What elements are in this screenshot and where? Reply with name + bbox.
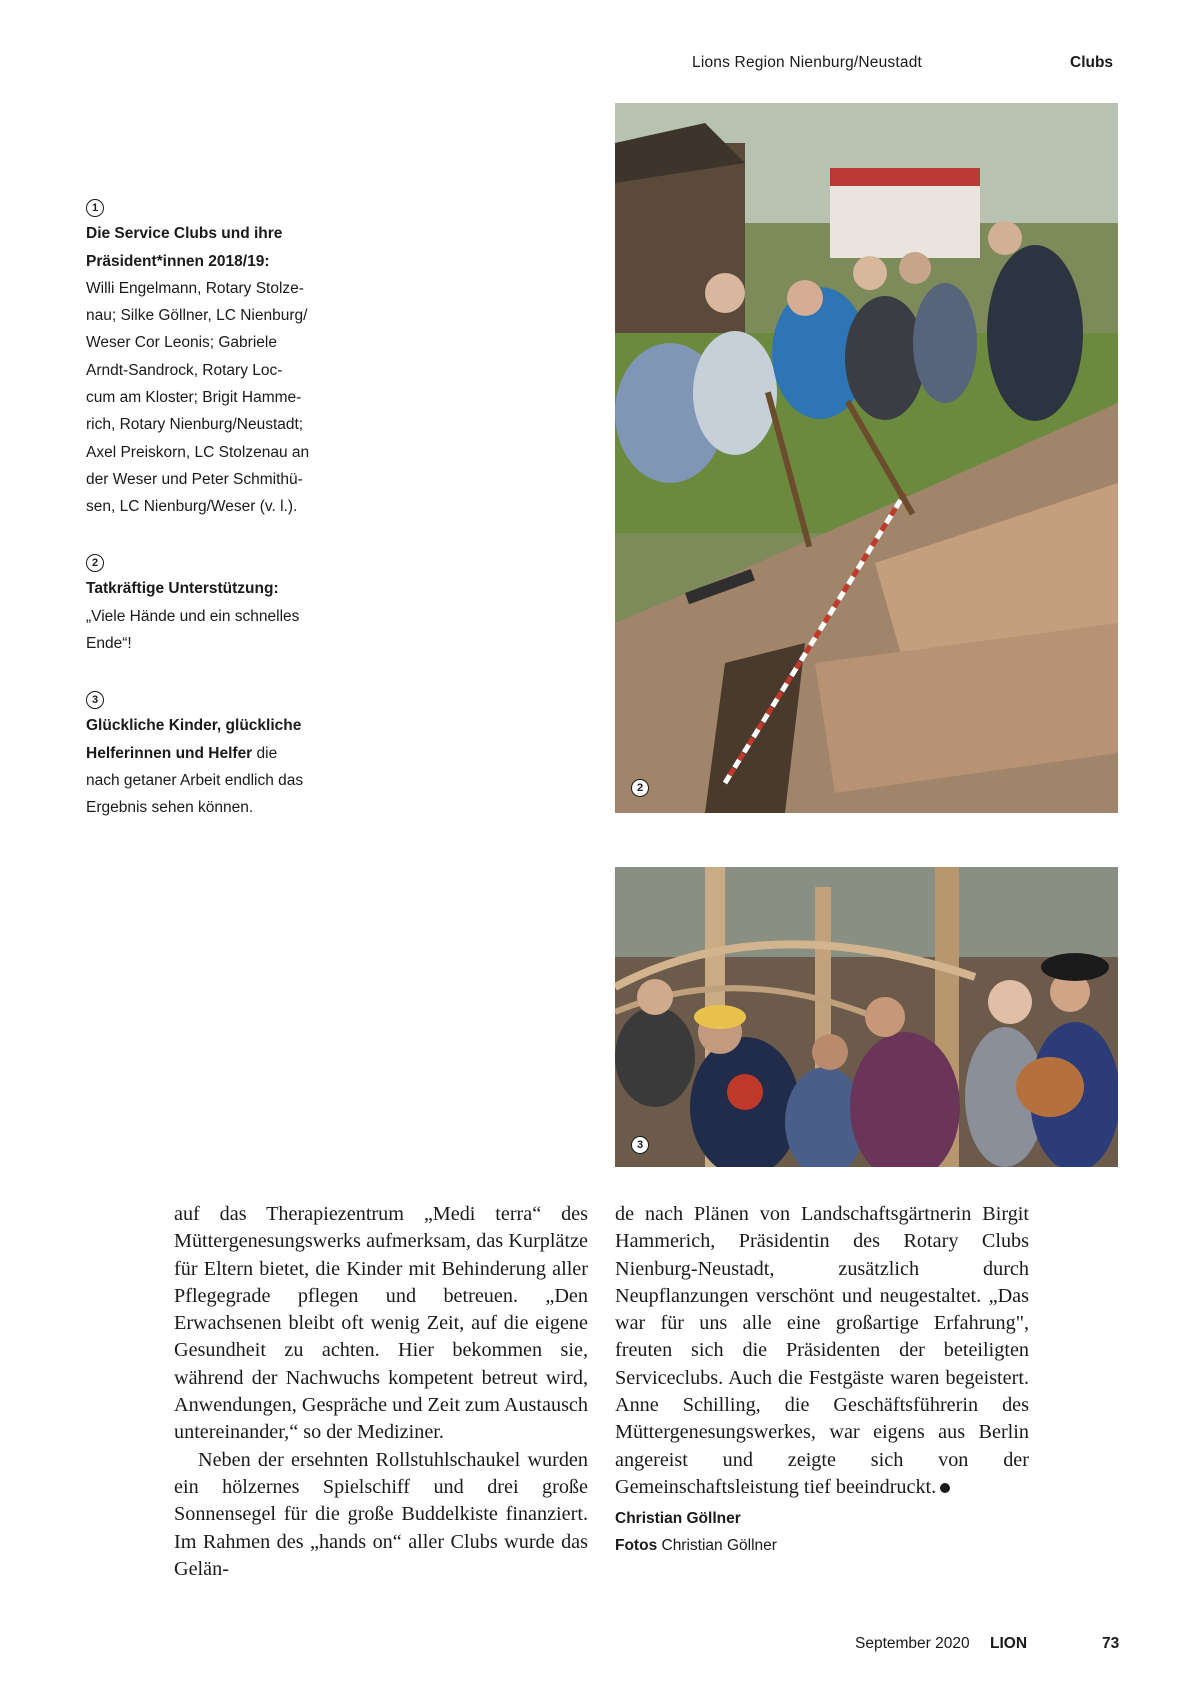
caption-1-line: Weser Cor Leonis; Gabriele — [86, 334, 277, 352]
caption-3-heading-line: Helferinnen und Helfer — [86, 744, 253, 762]
photo-children — [615, 867, 1118, 1167]
caption-1-heading: Die Service Clubs und ihre Präsident*innen 2018/19: — [86, 225, 283, 270]
article-column-1 — [174, 1201, 588, 1583]
caption-3-continuation: die — [252, 744, 278, 762]
article-paragraph: Neben der ersehnten Rollstuhlschaukel wurden ein hölzernes Spielschiff und drei große Sonnensegel für die große Buddelkiste finanziert. Im Rahmen des „hands on“ aller Clubs wurde das Gelän- — [174, 1448, 588, 1580]
caption-2-line: „Viele Hände und ein schnelles — [86, 607, 300, 625]
photo-digging — [615, 103, 1118, 813]
caption-1-line: Axel Preiskorn, LC Stolzenau an — [86, 443, 310, 461]
article-paragraph: de nach Plänen von Landschaftsgärtnerin Birgit Hammerich, Präsidentin des Rotary Clubs Nienburg-Neustadt, zusätzlich durch Neupflanzungen verschönt und neugestaltet. „Das war für uns alle eine großartige Erfahrung", freuten sich die Präsidenten der beteiligten Serviceclubs. Auch die Festgäste waren begeistert. Anne Schilling, die Geschäftsführerin des Müttergenesungswerkes, war eigens aus Berlin angereist und zeigte sich von der Gemeinschaftsleistung tief beeindruckt. — [615, 1203, 1029, 1498]
header-section-title: Lions Region Nienburg/Neustadt — [692, 54, 923, 71]
caption-1-line: nau; Silke Göllner, LC Nienburg/ — [86, 307, 308, 325]
credits — [615, 1505, 777, 1560]
caption-2 — [86, 548, 336, 657]
caption-number-3: 3 — [86, 691, 104, 709]
photos-label: Fotos — [615, 1537, 658, 1555]
article-paragraph: auf das Therapiezentrum „Medi terra“ des Müttergenesungswerks aufmerksam, das Kurplätze für Eltern bietet, die Kinder mit Behinderung aller Pflegegrade pflegen und betreuen. „Den Erwachsenen bleibt oft wenig Zeit, auf die eigene Gesundheit zu achten. Hier bekommen sie, während der Nachwuchs kompetent betreut wird, Anwendungen, Gespräche und Zeit zum Austausch untereinander,“ so der Mediziner. — [174, 1203, 588, 1444]
caption-1-line: rich, Rotary Nienburg/Neustadt; — [86, 416, 304, 434]
caption-3 — [86, 685, 336, 821]
end-of-article-icon — [940, 1483, 950, 1493]
caption-1-line: sen, LC Nienburg/Weser (v. l.). — [86, 498, 298, 516]
caption-1-line: cum am Kloster; Brigit Hamme- — [86, 389, 302, 407]
caption-1-line: Willi Engelmann, Rotary Stolze- — [86, 279, 304, 297]
page-number: 73 — [1102, 1635, 1120, 1652]
group-digging-trench-photo — [615, 103, 1118, 813]
caption-1 — [86, 193, 336, 521]
footer-magazine: LION — [990, 1635, 1028, 1652]
caption-2-line: Ende“! — [86, 634, 132, 652]
caption-number-2: 2 — [86, 554, 104, 572]
article-column-2 — [615, 1201, 1029, 1501]
photo-marker-3: 3 — [631, 1136, 649, 1154]
caption-3-heading-line: Glückliche Kinder, glückliche — [86, 717, 302, 735]
children-and-helpers-with-guitar-photo — [615, 867, 1118, 1167]
caption-2-heading: Tatkräftige Unterstützung: — [86, 580, 279, 598]
photos-credit: Christian Göllner — [657, 1537, 777, 1555]
caption-1-line: der Weser und Peter Schmithü- — [86, 470, 303, 488]
author-name: Christian Göllner — [615, 1510, 741, 1527]
photo-marker-2: 2 — [631, 779, 649, 797]
footer-date: September 2020 — [855, 1635, 970, 1652]
caption-3-line: nach getaner Arbeit endlich das — [86, 771, 304, 789]
caption-number-1: 1 — [86, 199, 104, 217]
header-section-tag: Clubs — [1070, 54, 1114, 71]
caption-3-line: Ergebnis sehen können. — [86, 799, 254, 817]
caption-1-line: Arndt-Sandrock, Rotary Loc- — [86, 361, 283, 379]
